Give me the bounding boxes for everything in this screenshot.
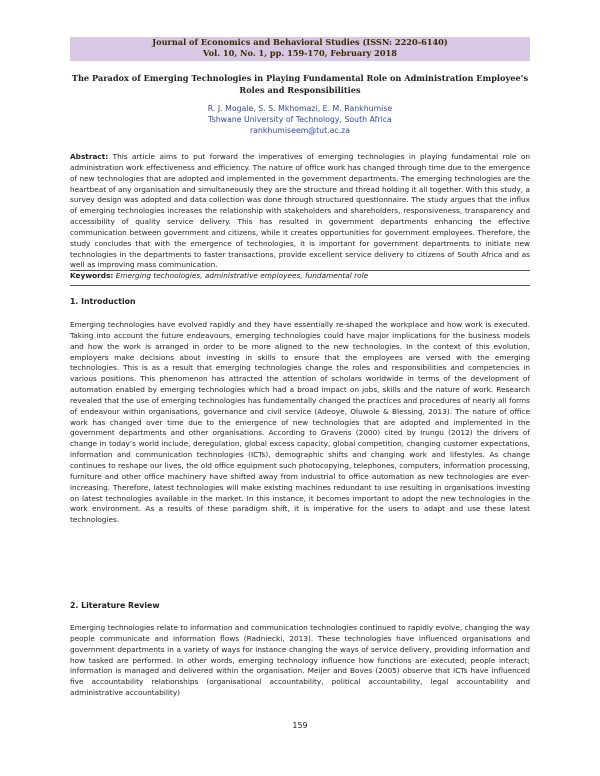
paper-title xyxy=(70,72,530,96)
divider-bottom xyxy=(70,285,530,286)
journal-header xyxy=(70,37,530,61)
section-text-literature-review: Emerging technologies relate to information and communication technologies continued to rapidly evolve, changing the way people communicate and information flows (Radniecki, 2013). These technologies have influenced organisations and government departments in a variety of ways for instance changing the ways of service delivery, providing information and how tasked are performed. In other words, emerging technology influence how functions are executed; people interact; information is managed and delivered within the organisation. Meijer and Boves (2005) observe that ICTs have influenced five accountability relationships (organisational accountability, political accountability, legal accountability and administrative accountability) xyxy=(70,623,530,698)
author-email[interactable]: rankhumiseem@tut.ac.za xyxy=(249,126,351,135)
abstract-label: Abstract: xyxy=(70,152,109,161)
journal-header-line1: Journal of Economics and Behavioral Studies (ISSN: 2220-6140) xyxy=(152,37,448,47)
section-heading-introduction: 1. Introduction xyxy=(70,297,136,306)
page-number: 159 xyxy=(292,721,308,730)
keywords xyxy=(70,271,530,282)
keywords-text: Emerging technologies, administrative employees, fundamental role xyxy=(115,271,369,280)
author-affiliation: Tshwane University of Technology, South Africa xyxy=(208,115,392,124)
journal-header-line2: Vol. 10, No. 1, pp. 159-170, February 2018 xyxy=(203,47,397,58)
paper-title-line2: Roles and Responsibilities xyxy=(239,85,361,95)
keywords-label: Keywords: xyxy=(70,271,114,280)
section-heading-literature-review: 2. Literature Review xyxy=(70,601,160,610)
abstract-text: This article aims to put forward the imperatives of emerging technologies in playing fundamental role on administration work effectiveness and efficiency. The nature of office work has changed through time due to the emergence of new technologies that are adopted and implemented in the government departments. The emerging technologies are the heartbeat of any organisation and simultaneously they are the structure and thread holding it all together. With this study, a survey design was adopted and data collection was done through structured questionnaire. The study argues that the influx of emerging technologies increases the relationship with stakeholders and shareholders, responsiveness, transparency and accessibility of quality service delivery. This has resulted in government departments enhancing the effective communication between government and citizens, while it creates opportunities for government employees. Therefore, the study concludes that with the emergence of technologies, it is important for government departments to initiate new technologies in the departments to faster transactions, provide excellent service delivery to citizens of South Africa and as well as improving mass communication. xyxy=(70,152,530,270)
author-block xyxy=(70,103,530,136)
author-names: R. J. Mogale, S. S. Mkhomazi, E. M. Rankhumise xyxy=(207,104,393,113)
abstract xyxy=(70,152,530,271)
section-text-introduction: Emerging technologies have evolved rapidly and they have essentially re-shaped the workplace and how work is executed. Taking into account the future endeavours, emerging technologies could have major implications for the business models and how the work is arranged in order to be more aligned to the new technologies. In the context of this evolution, employers make decisions about investing in skills to ensure that the employees are versed with the emerging technologies. This is as a result that emerging technologies change the roles and responsibilities and competencies in various positions. This phenomenon has attracted the attention of scholars worldwide in terms of the development of automation enabled by emerging technologies which had a broad impact on jobs, skills and the nature of work. Research revealed that the use of emerging technologies has fundamentally changed the practices and procedures of nearly all forms of endeavour within organisations, governance and civil service (Adeoye, Oluwole & Blessing, 2013). The nature of office work has changed over time due to the emergence of new technologies that are adopted and implemented in the government departments and other organisations. According to Gravens (2000) cited by Irungu (2012) the drivers of change in today’s world include, deregulation, global excess capacity, global competition, changing customer expectations, information and communication technologies (ICTs), demographic shifts and changing work and lifestyles. As change continues to reshape our lives, the old office equipment such photocopying, telephones, computers, information processing, furniture and other office machinery have shifted away from industrial to office automation as new technologies are ever-increasing. Therefore, latest technologies will make existing machines redundant to use resulting in organisations investing on latest technologies available in the market. In this instance, it becomes important to adopt the new technologies in the work environment. As a results of these paradigm shift, it is imperative for the users to adapt and use these latest technologies. xyxy=(70,320,530,525)
paper-title-line1: The Paradox of Emerging Technologies in Playing Fundamental Role on Administration Employee’s xyxy=(71,73,529,83)
